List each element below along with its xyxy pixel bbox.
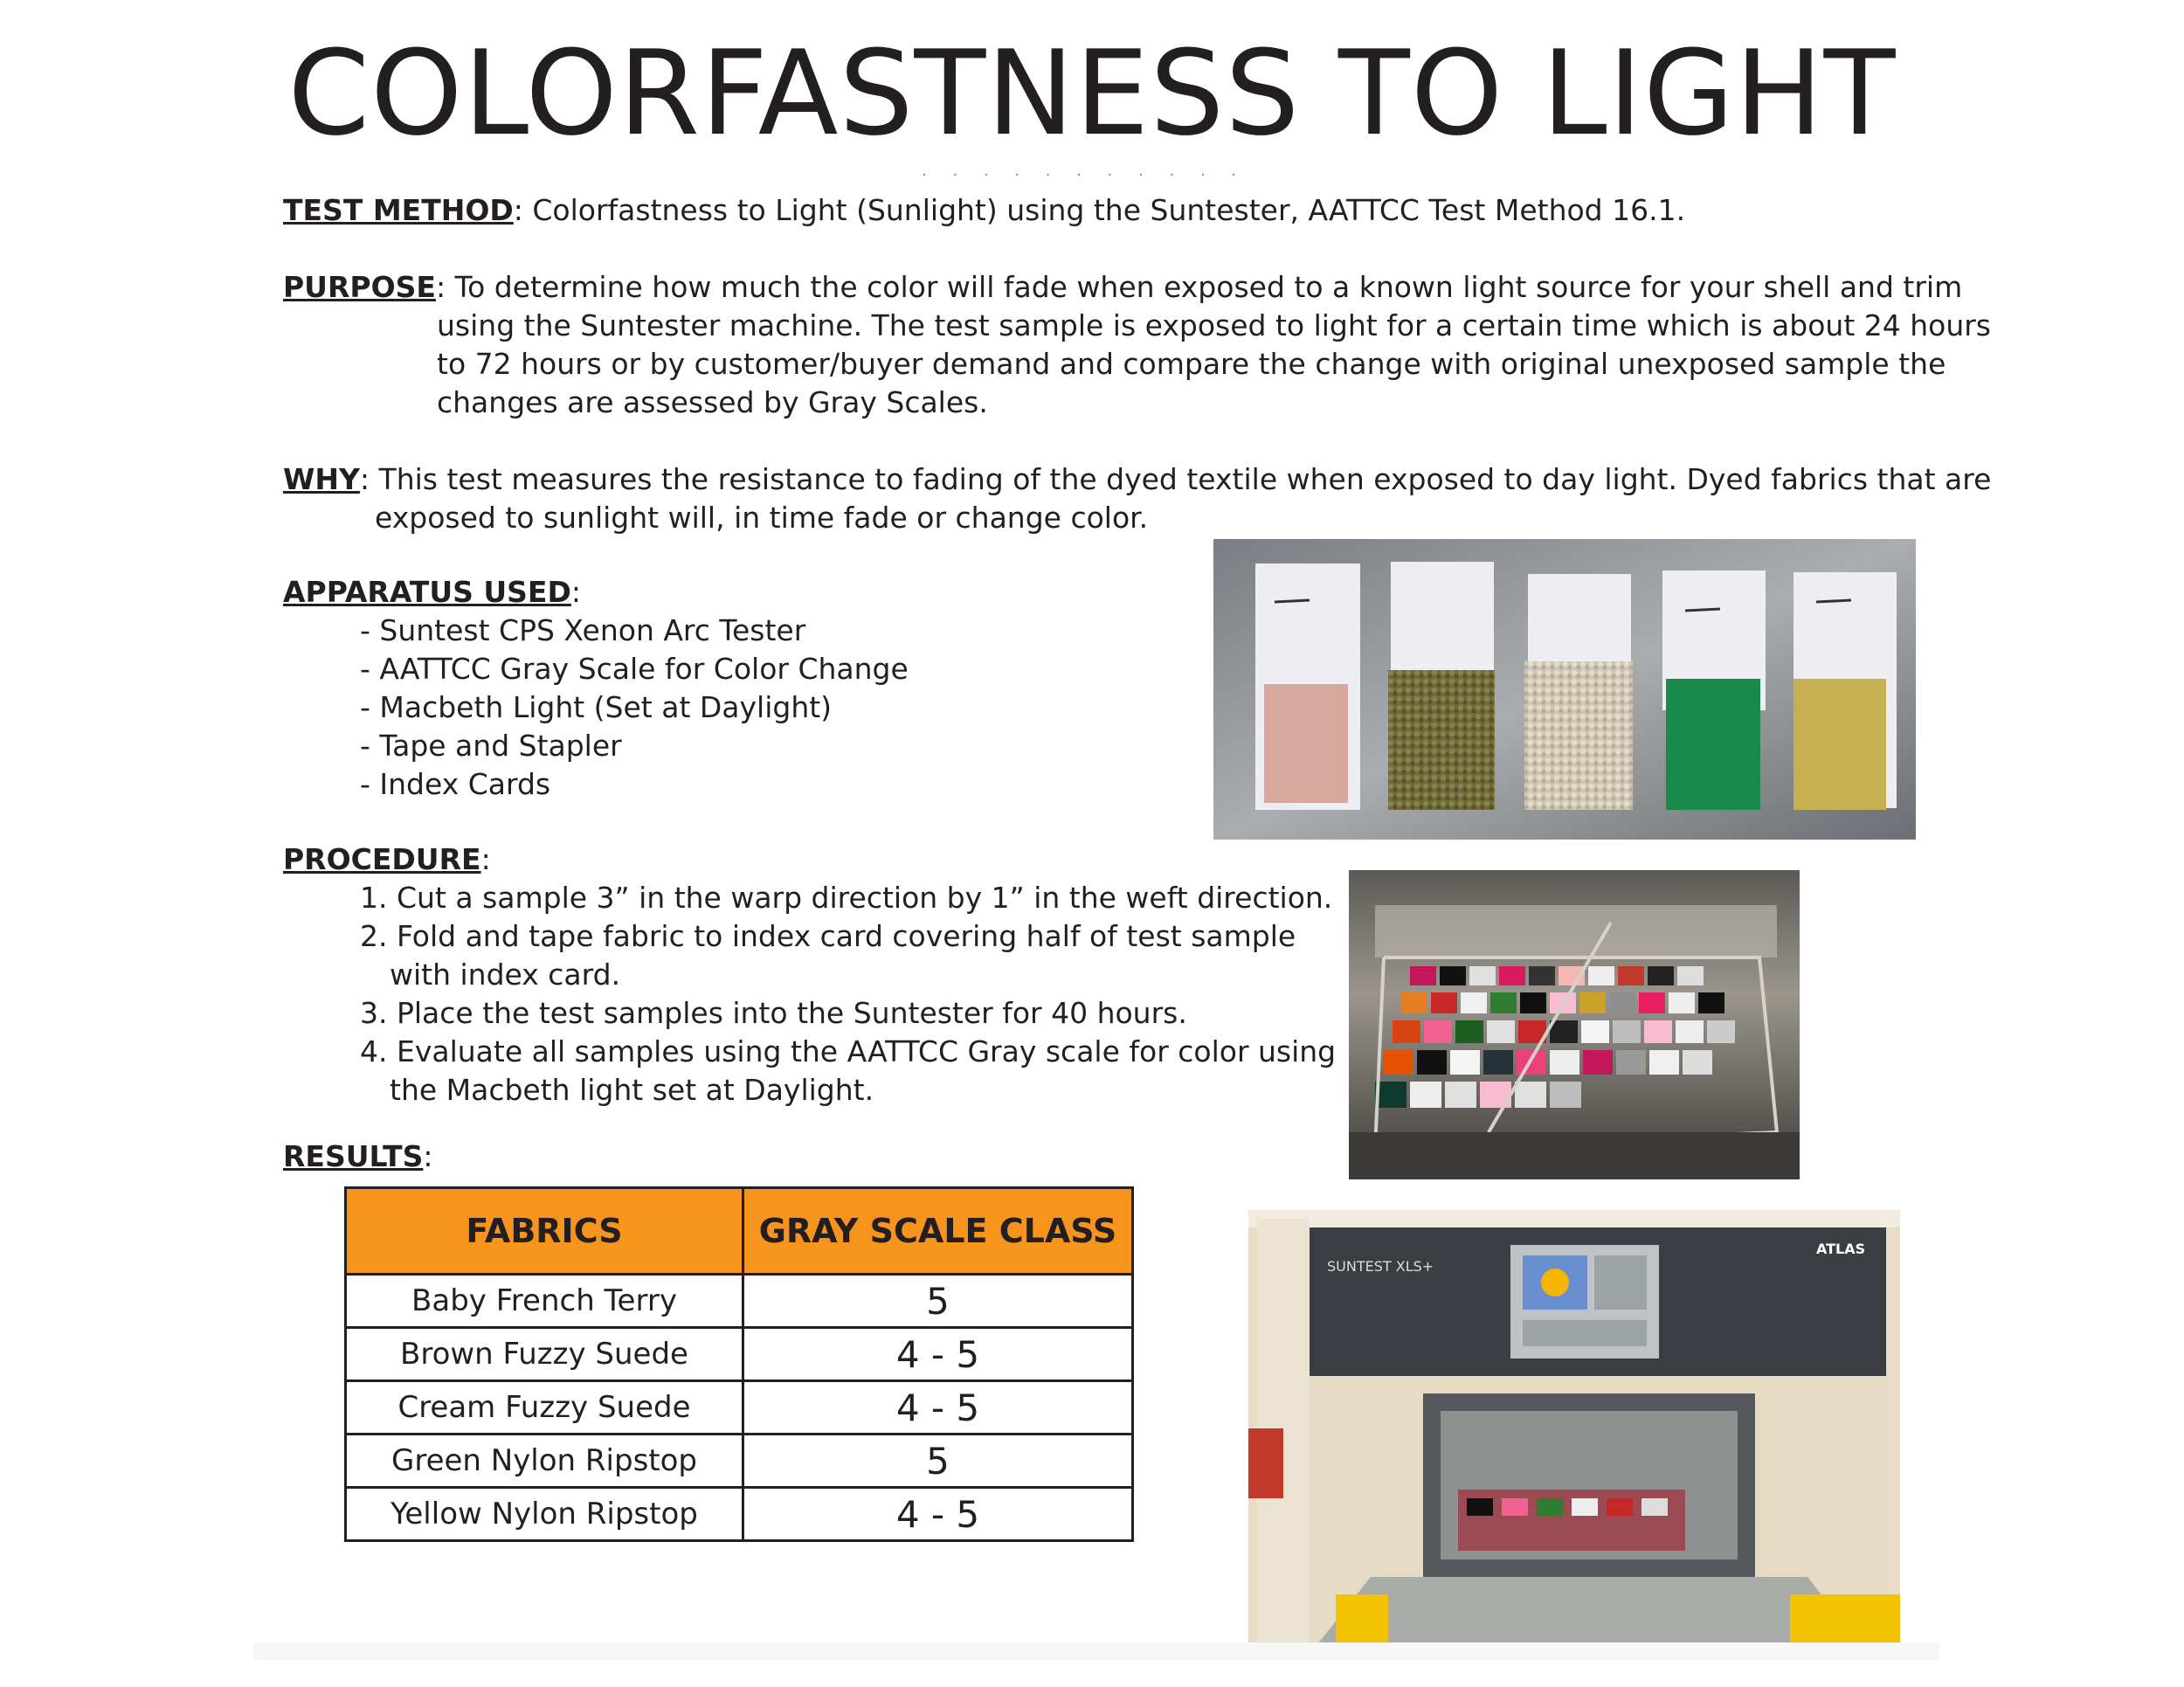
procedure-step: 4. Evaluate all samples using the AATTCC Gray scale for color using	[360, 1034, 1337, 1068]
apparatus-heading: APPARATUS USED	[283, 575, 571, 609]
table-row	[346, 1488, 1133, 1541]
purpose-line: using the Suntester machine. The test sample is exposed to light for a certain time which is about 24 hours	[437, 308, 1992, 342]
why-heading: WHY	[283, 462, 360, 496]
gray-scale-cell: 5	[743, 1435, 1133, 1488]
fabric-cell: Baby French Terry	[346, 1275, 743, 1328]
fabric-samples-photo	[1213, 539, 1916, 840]
column-header-fabrics: FABRICS	[346, 1188, 743, 1275]
results-table	[344, 1186, 1134, 1542]
sample-tray-photo	[1349, 870, 1800, 1179]
machine-label: SUNTEST XLS+	[1327, 1258, 1434, 1275]
purpose-line: : To determine how much the color will fade when exposed to a known light source for your shell and trim	[435, 270, 1963, 304]
purpose-line: changes are assessed by Gray Scales.	[437, 385, 988, 419]
suntest-machine-image	[1248, 1210, 1900, 1643]
table-row	[346, 1435, 1133, 1488]
table-row	[346, 1328, 1133, 1381]
gray-scale-cell: 4 - 5	[743, 1488, 1133, 1541]
page-title: COLORFASTNESS TO LIGHT	[287, 25, 1897, 162]
procedure-step: 1. Cut a sample 3” in the warp direction by 1” in the weft direction.	[360, 881, 1333, 915]
apparatus-item: - Tape and Stapler	[360, 729, 622, 763]
procedure-step: 2. Fold and tape fabric to index card covering half of test sample	[360, 919, 1296, 953]
apparatus-item: - Index Cards	[360, 767, 551, 801]
test-method-section	[283, 191, 1685, 230]
results-heading: RESULTS	[283, 1139, 424, 1173]
gray-scale-cell: 5	[743, 1275, 1133, 1328]
fabric-cell: Cream Fuzzy Suede	[346, 1381, 743, 1435]
procedure-heading: PROCEDURE	[283, 842, 481, 876]
apparatus-section: APPARATUS USED: - Suntest CPS Xenon Arc Tester - AATTCC Gray Scale for Color Change - Macbeth Light (Set at Daylight) - Tape and Stapler - Index Cards	[283, 573, 909, 804]
gray-scale-cell: 4 - 5	[743, 1381, 1133, 1435]
machine-brand: ATLAS	[1816, 1241, 1866, 1257]
purpose-line: to 72 hours or by customer/buyer demand and compare the change with original unexposed sample the	[437, 347, 1946, 381]
decorative-dots: · · · · · · · · · · ·	[922, 166, 1248, 184]
why-line: exposed to sunlight will, in time fade or change color.	[375, 501, 1149, 535]
suntest-machine-photo	[1248, 1210, 1900, 1643]
sample-tray-image	[1349, 870, 1800, 1179]
fabric-samples-image	[1213, 539, 1916, 840]
apparatus-item: - Suntest CPS Xenon Arc Tester	[360, 613, 806, 647]
apparatus-item: - Macbeth Light (Set at Daylight)	[360, 690, 833, 724]
page-bottom-strip	[253, 1642, 1939, 1660]
table-row	[346, 1381, 1133, 1435]
gray-scale-cell: 4 - 5	[743, 1328, 1133, 1381]
procedure-section: PROCEDURE: 1. Cut a sample 3” in the warp direction by 1” in the weft direction. 2. Fold and tape fabric to index card covering half of test sample with index card. 3. Place the test samples into the Suntester for 40 hours. 4. Evaluate all samples using the AATTCC Gray scale for color using the Macbeth light set at Daylight.	[283, 840, 1336, 1110]
results-section: RESULTS:	[283, 1139, 433, 1173]
test-method-heading: TEST METHOD	[283, 193, 514, 227]
table-row	[346, 1275, 1133, 1328]
column-header-gray-scale: GRAY SCALE CLASS	[743, 1188, 1133, 1275]
fabric-cell: Yellow Nylon Ripstop	[346, 1488, 743, 1541]
procedure-step: 3. Place the test samples into the Suntester for 40 hours.	[360, 996, 1187, 1030]
procedure-step-continued: with index card.	[390, 958, 621, 992]
apparatus-item: - AATTCC Gray Scale for Color Change	[360, 652, 909, 686]
purpose-heading: PURPOSE	[283, 270, 436, 304]
fabric-cell: Brown Fuzzy Suede	[346, 1328, 743, 1381]
fabric-cell: Green Nylon Ripstop	[346, 1435, 743, 1488]
why-line: : This test measures the resistance to fading of the dyed textile when exposed to day light. Dyed fabrics that are	[359, 462, 1992, 496]
test-method-text: : Colorfastness to Light (Sunlight) using the Suntester, AATTCC Test Method 16.1.	[513, 193, 1686, 227]
procedure-step-continued: the Macbeth light set at Daylight.	[390, 1073, 874, 1107]
why-section	[283, 460, 1991, 537]
purpose-section	[283, 268, 1991, 422]
